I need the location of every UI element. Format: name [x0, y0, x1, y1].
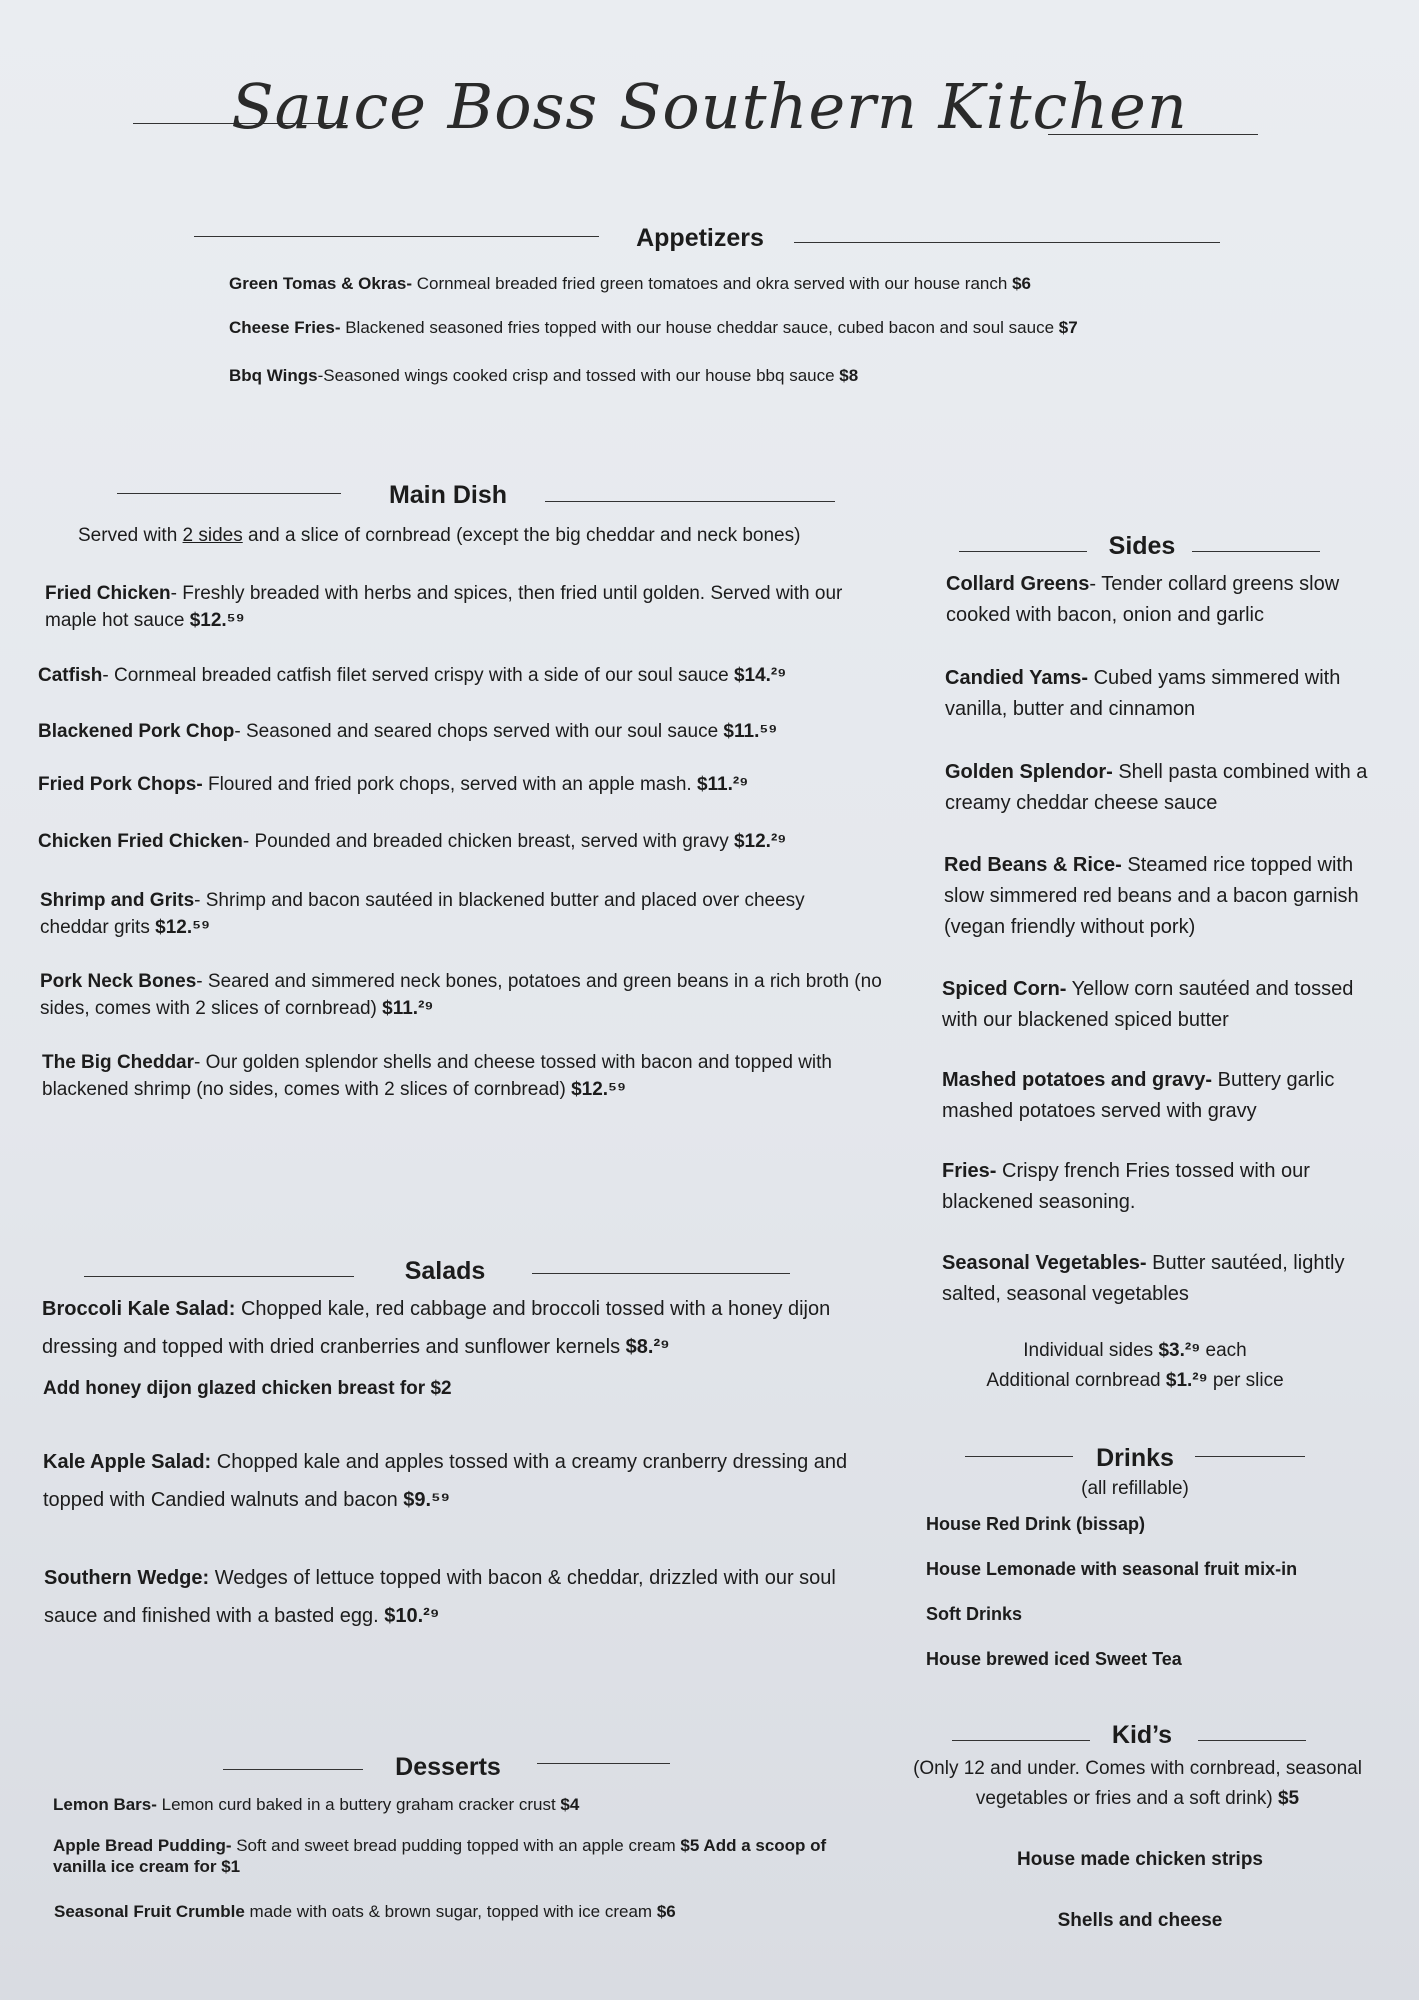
item-price: $11.²⁹ — [696, 774, 749, 795]
kids-price: $5 — [1277, 1788, 1300, 1809]
title-rule-right — [1048, 134, 1258, 135]
drinks-rule-right — [1195, 1456, 1305, 1457]
drinks-subtitle: (all refillable) — [1081, 1478, 1189, 1499]
kids-note — [885, 1754, 1390, 1814]
item-name: Seasonal Fruit Crumble — [54, 1902, 245, 1921]
item-desc: Chopped kale, red cabbage and broccoli tossed with a honey dijon dressing and topped with dried cranberries and sunflower kernels — [42, 1298, 831, 1358]
main-item — [38, 828, 898, 855]
appetizer-item — [229, 314, 1229, 342]
appetizers-rule-right — [794, 242, 1220, 243]
item-name: Fries- — [942, 1160, 997, 1182]
item-price: $11.²⁹ — [382, 998, 434, 1019]
item-desc: - Our golden splendor shells and cheese tossed with bacon and topped with blackened shrimp (no sides, comes with 2 slices of cornbread) — [42, 1052, 832, 1100]
item-desc: - Pounded and breaded chicken breast, served with gravy — [242, 831, 734, 852]
main-note-post: and a slice of cornbread (except the big cheddar and neck bones) — [242, 525, 801, 546]
item-name: Red Beans & Rice- — [944, 854, 1122, 876]
item-name: Lemon Bars- — [53, 1795, 157, 1814]
appetizers-heading: Appetizers — [636, 224, 764, 252]
main-item — [38, 662, 898, 689]
item-name: The Big Cheddar — [42, 1052, 195, 1073]
item-price: $11.⁵⁹ — [723, 721, 778, 742]
dessert-item — [54, 1901, 894, 1922]
side-item — [945, 663, 1375, 725]
item-desc: Shell pasta combined with a creamy cheddar cheese sauce — [945, 761, 1368, 814]
item-price: $14.²⁹ — [733, 665, 787, 686]
salad-item — [44, 1559, 874, 1635]
desserts-rule-right — [537, 1763, 670, 1764]
item-desc: made with oats & brown sugar, topped with ice cream — [244, 1902, 657, 1921]
item-name: Shrimp and Grits — [40, 890, 195, 911]
main-item — [40, 887, 860, 941]
item-price: $12.⁵⁹ — [571, 1079, 626, 1100]
item-desc: - Seasoned and seared chops served with our soul sauce — [234, 721, 724, 742]
item-desc: Cubed yams simmered with vanilla, butter and cinnamon — [945, 667, 1341, 720]
desserts-heading: Desserts — [395, 1753, 501, 1781]
restaurant-title: Sauce Boss Southern Kitchen — [231, 70, 1188, 143]
item-name: Blackened Pork Chop — [38, 721, 235, 742]
item-price: $6 — [656, 1902, 676, 1921]
item-price: $5 Add a scoop of vanilla ice cream for $1 — [53, 1836, 827, 1876]
item-desc: Chopped kale and apples tossed with a creamy cranberry dressing and topped with Candied walnuts and bacon — [43, 1451, 848, 1511]
item-name: Golden Splendor- — [945, 761, 1113, 783]
side-item — [942, 1156, 1362, 1218]
sides-rule-right — [1192, 551, 1320, 552]
item-name: Seasonal Vegetables- — [942, 1252, 1147, 1274]
drink-item: House Lemonade with seasonal fruit mix-in — [926, 1559, 1298, 1579]
side-item — [945, 757, 1385, 819]
item-desc: Butter sautéed, lightly salted, seasonal vegetables — [942, 1252, 1345, 1305]
item-name: Southern Wedge: — [44, 1567, 210, 1589]
side-item — [942, 974, 1362, 1036]
drinks-heading: Drinks — [1096, 1444, 1174, 1472]
cornbread-price-line — [930, 1370, 1340, 1392]
item-desc: - Shrimp and bacon sautéed in blackened butter and placed over cheesy cheddar grits — [40, 890, 805, 938]
item-desc: Steamed rice topped with slow simmered red beans and a bacon garnish (vegan friendly without pork) — [944, 854, 1359, 938]
item-price: $10.²⁹ — [384, 1605, 440, 1627]
item-name: Mashed potatoes and gravy- — [942, 1069, 1213, 1091]
cornbread-price-post: per slice — [1207, 1370, 1284, 1391]
item-name: Fried Chicken — [45, 583, 171, 604]
main-note-pre: Served with — [78, 525, 183, 546]
dessert-item — [53, 1794, 893, 1815]
item-price: $8.²⁹ — [625, 1336, 670, 1358]
item-name: Kale Apple Salad: — [43, 1451, 212, 1473]
desserts-rule-left — [223, 1769, 363, 1770]
side-item — [944, 850, 1364, 943]
item-desc: - Seared and simmered neck bones, potatoes and green beans in a rich broth (no sides, comes with 2 slices of cornbread) — [40, 971, 882, 1019]
drinks-rule-left — [965, 1456, 1073, 1457]
item-name: Apple Bread Pudding- — [53, 1836, 232, 1855]
cornbread-price-pre: Additional cornbread — [986, 1370, 1166, 1391]
item-desc: Floured and fried pork chops, served with an apple mash. — [202, 774, 697, 795]
main-item — [45, 580, 885, 634]
item-name: Broccoli Kale Salad: — [42, 1298, 236, 1320]
item-name: Candied Yams- — [945, 667, 1089, 689]
main-item — [42, 1049, 882, 1103]
item-desc: Cornmeal breaded fried green tomatoes and okra served with our house ranch — [411, 274, 1013, 293]
item-desc: - Cornmeal breaded catfish filet served crispy with a side of our soul sauce — [102, 665, 734, 686]
item-desc: -Seasoned wings cooked crisp and tossed with our house bbq sauce — [317, 366, 840, 385]
item-price: $7 — [1058, 318, 1078, 337]
sides-price-pre: Individual sides — [1023, 1340, 1159, 1361]
main-item — [38, 771, 898, 798]
item-price: $12.⁵⁹ — [155, 917, 211, 938]
salads-rule-right — [532, 1273, 790, 1274]
item-name: Bbq Wings — [229, 366, 318, 385]
drink-item: House brewed iced Sweet Tea — [926, 1649, 1182, 1669]
item-desc: Soft and sweet bread pudding topped with an apple cream — [231, 1836, 681, 1855]
item-name: Collard Greens — [946, 573, 1090, 595]
appetizer-item — [229, 362, 1229, 390]
main-item — [40, 968, 900, 1022]
drink-item: Soft Drinks — [926, 1604, 1023, 1624]
item-price: $12.⁵⁹ — [189, 610, 245, 631]
item-price: $12.²⁹ — [733, 831, 787, 852]
side-item — [942, 1065, 1372, 1127]
salads-rule-left — [84, 1276, 354, 1277]
sides-rule-left — [959, 551, 1087, 552]
item-price: $9.⁵⁹ — [403, 1489, 450, 1511]
sides-heading: Sides — [1108, 532, 1176, 560]
drink-item: House Red Drink (bissap) — [926, 1514, 1146, 1534]
item-name: Chicken Fried Chicken — [38, 831, 243, 852]
item-name: Green Tomas & Okras- — [229, 274, 412, 293]
item-name: Catfish — [38, 665, 103, 686]
item-desc: Buttery garlic mashed potatoes served with gravy — [942, 1069, 1335, 1122]
kids-rule-left — [952, 1740, 1090, 1741]
item-name: Cheese Fries- — [229, 318, 341, 337]
appetizers-rule-left — [194, 236, 599, 237]
salad-addon: Add honey dijon glazed chicken breast for $2 — [43, 1378, 452, 1399]
dessert-item — [53, 1835, 873, 1877]
salads-heading: Salads — [404, 1257, 486, 1285]
cornbread-price: $1.²⁹ — [1165, 1370, 1208, 1391]
kids-item: House made chicken strips — [1016, 1849, 1264, 1870]
item-price: $4 — [560, 1795, 580, 1814]
sides-price: $3.²⁹ — [1158, 1340, 1201, 1361]
item-name: Fried Pork Chops- — [38, 774, 203, 795]
item-price: $8 — [839, 366, 859, 385]
salad-item — [42, 1290, 872, 1366]
salad-item — [43, 1443, 873, 1519]
main-note — [78, 525, 898, 547]
sides-price-post: each — [1200, 1340, 1247, 1361]
side-item — [942, 1248, 1372, 1310]
item-desc: - Tender collard greens slow cooked with bacon, onion and garlic — [946, 573, 1340, 626]
main-rule-right — [545, 501, 835, 502]
item-desc: - Freshly breaded with herbs and spices, then fried until golden. Served with our maple hot sauce — [45, 583, 843, 631]
item-desc: Crispy french Fries tossed with our blackened seasoning. — [942, 1160, 1310, 1213]
main-item — [38, 718, 898, 745]
main-heading: Main Dish — [388, 481, 508, 509]
item-price: $6 — [1012, 274, 1031, 293]
item-name: Spiced Corn- — [942, 978, 1067, 1000]
sides-price-line — [930, 1340, 1340, 1362]
appetizer-item — [229, 270, 1229, 298]
kids-rule-right — [1198, 1740, 1306, 1741]
item-desc: Yellow corn sautéed and tossed with our blackened spiced butter — [942, 978, 1354, 1031]
item-desc: Blackened seasoned fries topped with our house cheddar sauce, cubed bacon and soul sauce — [340, 318, 1059, 337]
kids-item: Shells and cheese — [1057, 1910, 1223, 1931]
item-name: Pork Neck Bones — [40, 971, 197, 992]
side-item — [946, 569, 1376, 631]
main-rule-left — [117, 493, 341, 494]
item-desc: Lemon curd baked in a buttery graham cracker crust — [156, 1795, 561, 1814]
main-note-sides: 2 sides — [182, 525, 243, 546]
kids-heading: Kid’s — [1111, 1721, 1173, 1749]
kids-note-text: (Only 12 and under. Comes with cornbread, seasonal vegetables or fries and a soft drink) — [913, 1758, 1362, 1809]
item-desc: Wedges of lettuce topped with bacon & cheddar, drizzled with our soul sauce and finished with a basted egg. — [44, 1567, 836, 1627]
